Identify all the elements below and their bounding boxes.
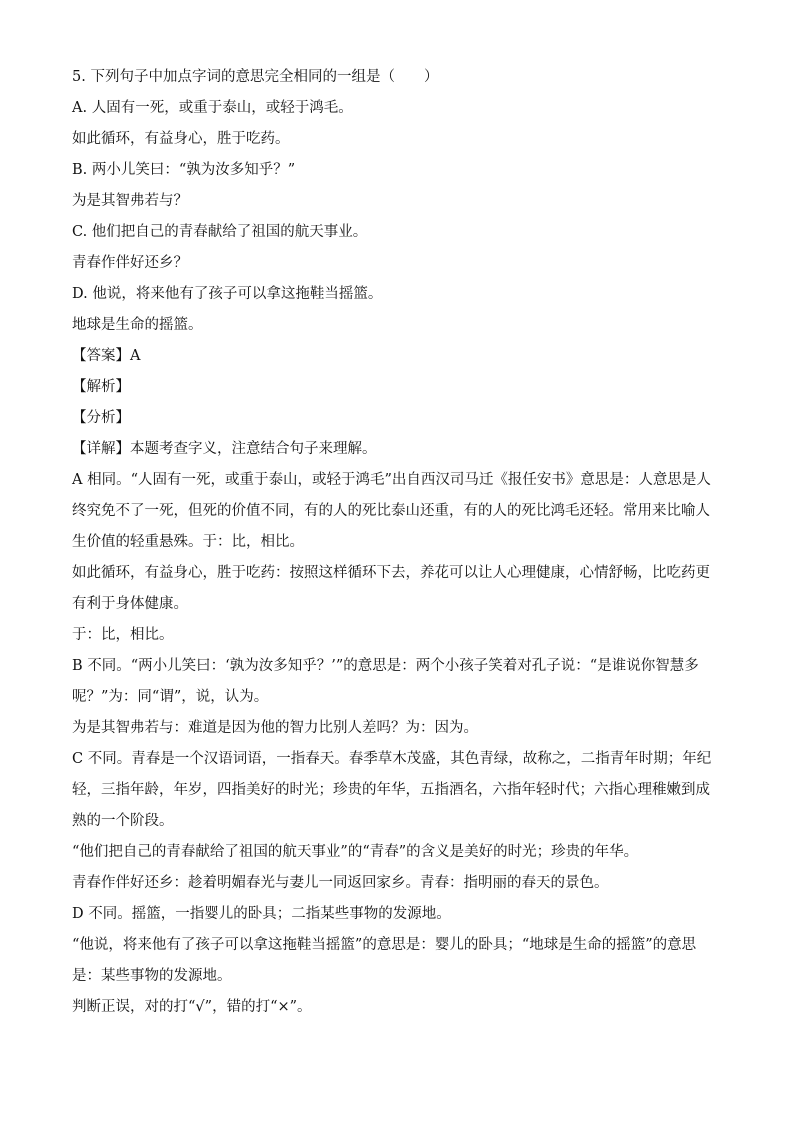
explanation-paragraph-d-meaning: “他说，将来他有了孩子可以拿这拖鞋当摇篮”的意思是：婴儿的卧具；“地球是生命的摇篮”的意思是：某些事物的发源地。 (72, 937, 697, 984)
detail-intro: 【详解】本题考查字义，注意结合句子来理解。 (72, 441, 377, 457)
option-d-sentence-1: D. 他说，将来他有了孩子可以拿这拖鞋当摇篮。 (72, 286, 383, 302)
option-a-sentence-2: 如此循环，有益身心，胜于吃药。 (72, 131, 290, 147)
answer-label: 【答案】A (72, 348, 141, 364)
option-a-sentence-1: A. 人固有一死，或重于泰山，或轻于鸿毛。 (72, 100, 353, 116)
question-stem: 5. 下列句子中加点字词的意思完全相同的一组是（ ） (72, 69, 439, 85)
explanation-paragraph-c-meaning: “他们把自己的青春献给了祖国的航天事业”的“青春”的含义是美好的时光；珍贵的年华。 (72, 844, 639, 860)
option-b-sentence-2: 为是其智弗若与？ (72, 193, 188, 209)
explanation-paragraph-c-example: 青春作伴好还乡：趁着明媚春光与妻儿一同返回家乡。青春：指明丽的春天的景色。 (72, 875, 609, 891)
explanation-paragraph-a-note: 于：比，相比。 (72, 627, 174, 643)
explanation-paragraph-a: A 相同。“人固有一死，或重于泰山，或轻于鸿毛”出自西汉司马迁《报任安书》意思是：人意思是人终究免不了一死，但死的价值不同，有的人的死比泰山还重，有的人的死比鸿毛还轻。常用来比喻人生价值的轻重悬殊。于：比，相比。 (72, 472, 711, 550)
option-d-sentence-2: 地球是生命的摇篮。 (72, 317, 203, 333)
explanation-paragraph-d: D 不同。摇篮，一指婴儿的卧具；二指某些事物的发源地。 (72, 906, 451, 922)
explanation-paragraph-b: B 不同。“两小儿笑曰：‘孰为汝多知乎？’”的意思是：两个小孩子笑着对孔子说：“是谁说你智慧多呢？”为：同“谓”，说，认为。 (72, 658, 699, 705)
explanation-paragraph-a-example: 如此循环，有益身心，胜于吃药：按照这样循环下去，养花可以让人心理健康，心情舒畅，比吃药更有利于身体健康。 (72, 565, 710, 612)
explanation-paragraph-b-example: 为是其智弗若与：难道是因为他的智力比别人差吗？为：因为。 (72, 720, 478, 736)
judgement-instruction: 判断正误，对的打“√”，错的打“×”。 (72, 999, 312, 1015)
explanation-paragraph-c: C 不同。青春是一个汉语词语，一指春天。春季草木茂盛，其色青绿，故称之，二指青年时期；年纪轻，三指年龄，年岁，四指美好的时光；珍贵的年华，五指酒名，六指年轻时代；六指心理稚嫩到成熟的一个阶段。 (72, 751, 712, 829)
option-c-sentence-2: 青春作伴好还乡？ (72, 255, 188, 271)
document-content (72, 66, 722, 1027)
option-b-sentence-1: B. 两小儿笑曰：“孰为汝多知乎？” (72, 162, 296, 178)
analysis-header: 【解析】 (72, 379, 130, 395)
option-c-sentence-1: C. 他们把自己的青春献给了祖国的航天事业。 (72, 224, 368, 240)
fenxi-header: 【分析】 (72, 410, 130, 426)
